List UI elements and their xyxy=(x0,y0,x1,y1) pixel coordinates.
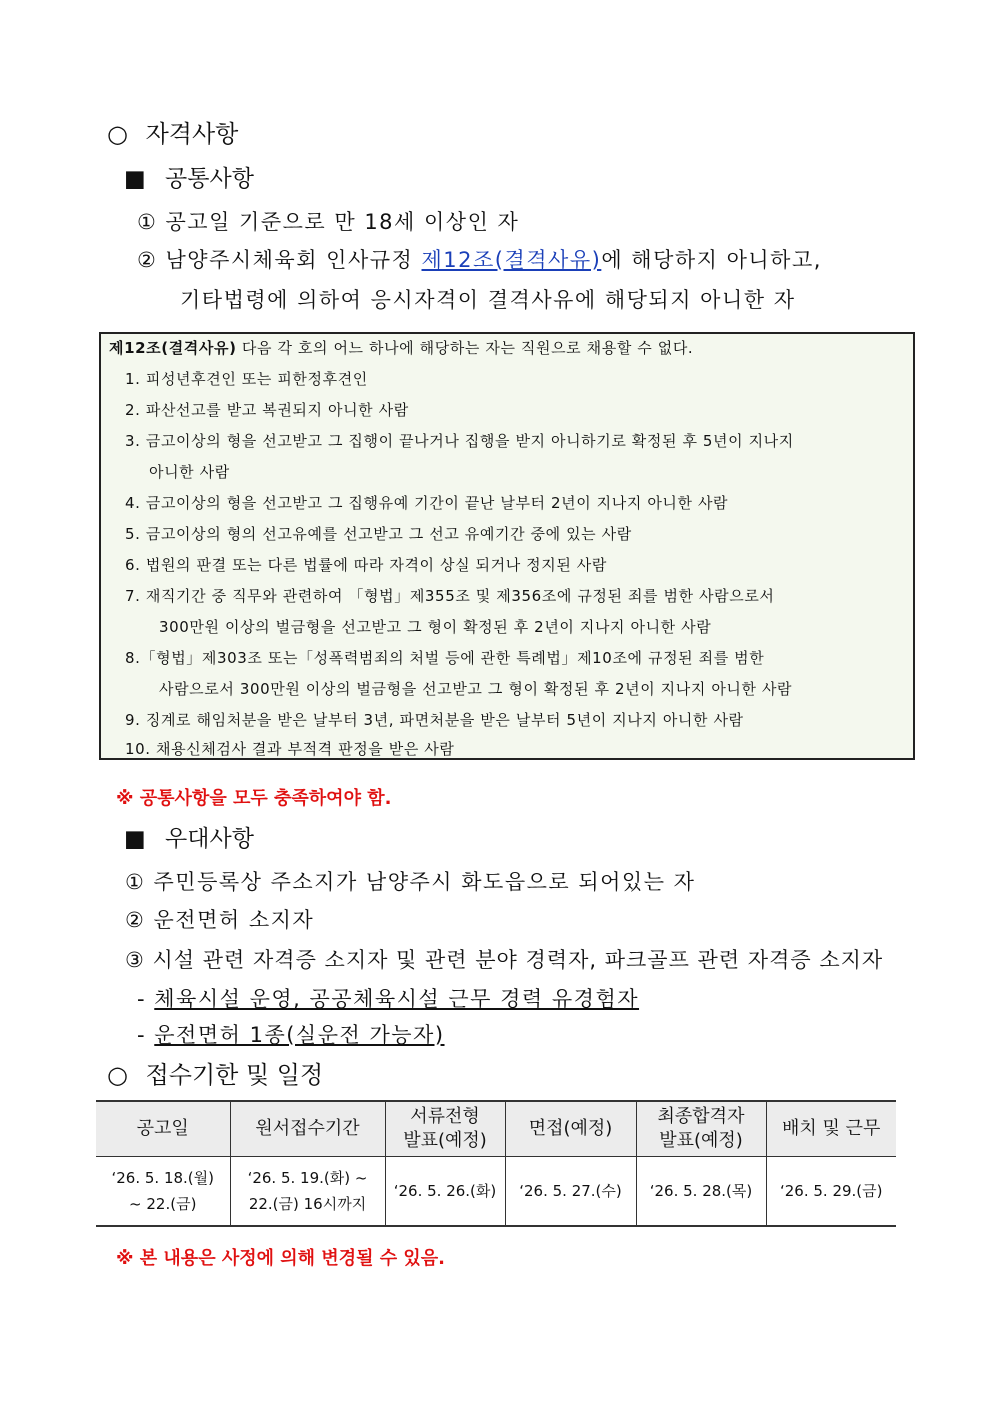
box-line: 1. 피성년후견인 또는 피한정후견인 xyxy=(125,370,368,388)
table-cell: ‘26. 5. 27.(수) xyxy=(505,1157,636,1227)
table-cell: ‘26. 5. 28.(목) xyxy=(636,1157,766,1227)
box-heading-article: 제12조(결격사유) xyxy=(109,339,237,357)
box-line: 10. 채용신체검사 결과 부적격 판정을 받은 사람 xyxy=(125,740,455,758)
box-line: 4. 금고이상의 형을 선고받고 그 집행유예 기간이 끝난 날부터 2년이 지나지 아니한 사람 xyxy=(125,494,729,512)
dash: - xyxy=(137,987,155,1011)
preferred-heading xyxy=(124,820,254,853)
preferred-item-1: ① 주민등록상 주소지가 남양주시 화도읍으로 되어있는 자 xyxy=(125,870,696,894)
preferred-sub-2 xyxy=(137,1019,445,1049)
common-heading xyxy=(124,160,254,193)
section-schedule xyxy=(107,1055,323,1090)
table-header-cell: 배치 및 근무 xyxy=(766,1101,896,1157)
square-bullet-icon: ■ xyxy=(124,166,146,192)
common-item-1: ① 공고일 기준으로 만 18세 이상인 자 xyxy=(137,210,520,234)
box-line: 3. 금고이상의 형을 선고받고 그 집행이 끝나거나 집행을 받지 아니하기로 확정된 후 5년이 지나지 xyxy=(125,432,794,450)
note-common-required: ※ 공통사항을 모두 충족하여야 함. xyxy=(116,788,392,809)
schedule-table xyxy=(96,1100,896,1227)
box-line: 6. 법원의 판결 또는 다른 법률에 따라 자격이 상실 되거나 정지된 사람 xyxy=(125,556,607,574)
table-cell: ‘26. 5. 18.(월) ~ 22.(금) xyxy=(96,1157,230,1227)
box-line: 사람으로서 300만원 이상의 벌금형을 선고받고 그 형이 확정된 후 2년이 지나지 아니한 사람 xyxy=(159,680,793,698)
disqualification-box xyxy=(99,332,915,760)
note-subject-to-change: ※ 본 내용은 사정에 의해 변경될 수 있음. xyxy=(116,1248,446,1269)
circle-bullet-icon: ○ xyxy=(107,120,128,148)
common-item-2-prefix: ② 남양주시체육회 인사규정 xyxy=(137,248,422,272)
table-cell: ‘26. 5. 19.(화) ~ 22.(금) 16시까지 xyxy=(230,1157,385,1227)
box-line: 300만원 이상의 벌금형을 선고받고 그 형이 확정된 후 2년이 지나지 아니한 사람 xyxy=(159,618,712,636)
common-title: 공통사항 xyxy=(165,166,254,192)
table-cell: ‘26. 5. 29.(금) xyxy=(766,1157,896,1227)
preferred-title: 우대사항 xyxy=(165,826,254,852)
preferred-item-3: ③ 시설 관련 자격증 소지자 및 관련 분야 경력자, 파크골프 관련 자격증 소지자 xyxy=(125,948,884,972)
article-12-link[interactable]: 제12조(결격사유) xyxy=(421,248,602,272)
section-qualifications xyxy=(107,114,238,149)
box-line: 5. 금고이상의 형의 선고유예를 선고받고 그 선고 유예기간 중에 있는 사람 xyxy=(125,525,632,543)
common-item-2 xyxy=(137,244,822,274)
table-header-cell: 서류전형 발표(예정) xyxy=(385,1101,505,1157)
box-line: 2. 파산선고를 받고 복권되지 아니한 사람 xyxy=(125,401,409,419)
circle-bullet-icon: ○ xyxy=(107,1061,128,1089)
table-cell: ‘26. 5. 26.(화) xyxy=(385,1157,505,1227)
box-line: 9. 징계로 해임처분을 받은 날부터 3년, 파면처분을 받은 날부터 5년이 지나지 아니한 사람 xyxy=(125,711,744,729)
box-line: 8.「형법」제303조 또는「성폭력범죄의 처벌 등에 관한 특례법」제10조에 규정된 죄를 범한 xyxy=(125,649,765,667)
box-line: 7. 재직기간 중 직무와 관련하여 「형법」제355조 및 제356조에 규정된 죄를 범한 사람으로서 xyxy=(125,587,775,605)
section-title: 접수기한 및 일정 xyxy=(145,1061,324,1089)
common-item-2-suffix: 에 해당하지 아니하고, xyxy=(601,248,822,272)
table-header-cell: 면접(예정) xyxy=(505,1101,636,1157)
section-title: 자격사항 xyxy=(145,120,239,148)
preferred-item-2: ② 운전면허 소지자 xyxy=(125,908,315,932)
preferred-sub-1 xyxy=(137,983,639,1013)
table-header-cell: 공고일 xyxy=(96,1101,230,1157)
square-bullet-icon: ■ xyxy=(124,826,146,852)
preferred-sub-1-text: 체육시설 운영, 공공체육시설 근무 경력 유경험자 xyxy=(154,987,640,1011)
table-header-cell: 원서접수기간 xyxy=(230,1101,385,1157)
table-header-row xyxy=(96,1101,896,1157)
table-header-cell: 최종합격자 발표(예정) xyxy=(636,1101,766,1157)
dash: - xyxy=(137,1023,155,1047)
box-line: 아니한 사람 xyxy=(149,463,230,481)
preferred-sub-2-text: 운전면허 1종(실운전 가능자) xyxy=(154,1023,445,1047)
box-heading xyxy=(109,337,693,358)
common-item-2-cont: 기타법령에 의하여 응시자격이 결격사유에 해당되지 아니한 자 xyxy=(180,288,796,312)
table-row xyxy=(96,1157,896,1227)
box-heading-text: 다음 각 호의 어느 하나에 해당하는 자는 직원으로 채용할 수 없다. xyxy=(236,339,694,357)
